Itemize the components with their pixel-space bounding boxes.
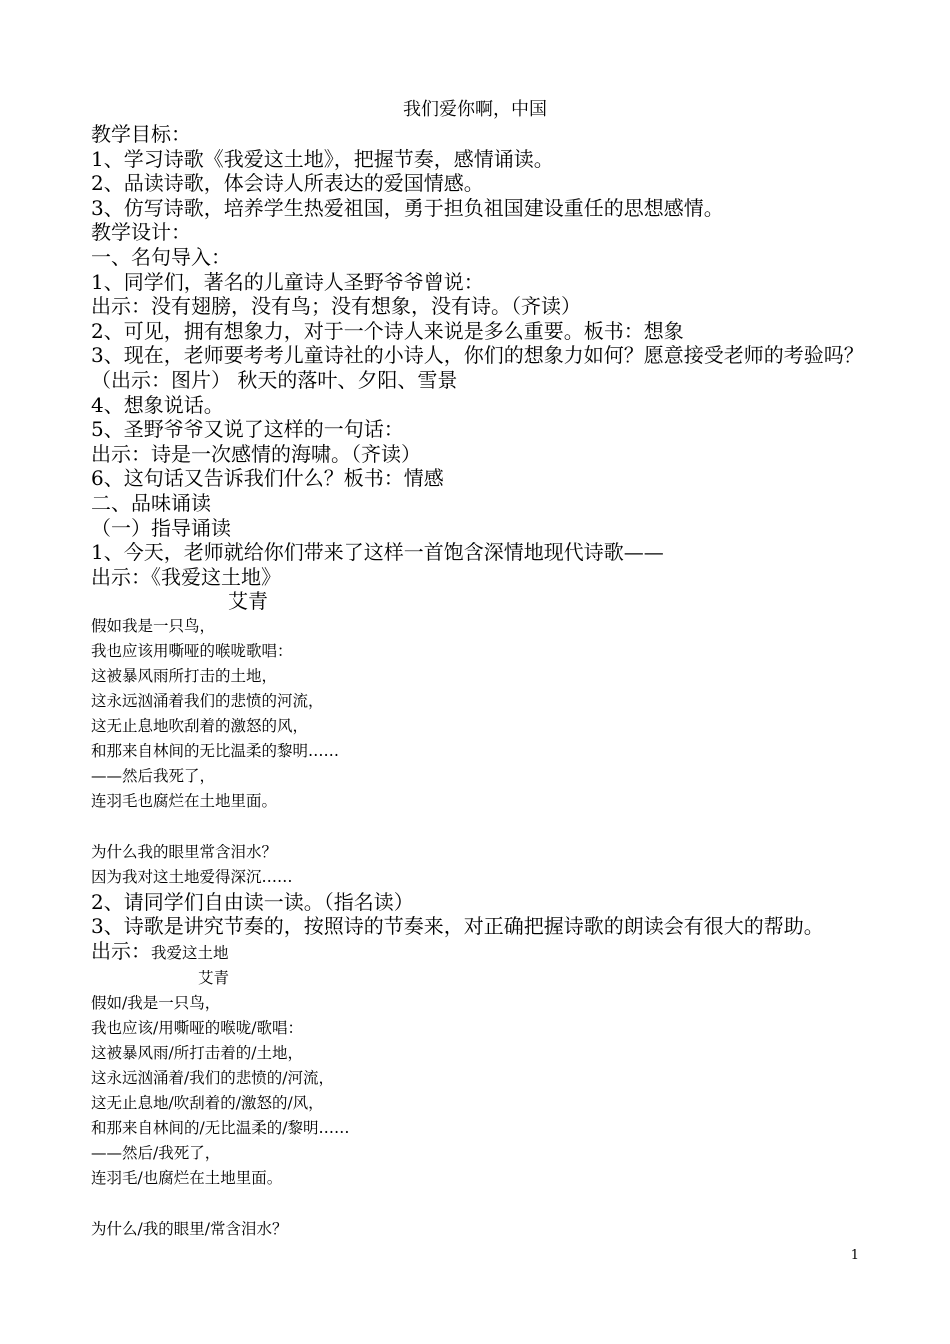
poem-line: 这永远汹涌着我们的悲愤的河流， bbox=[91, 691, 324, 710]
objective-item: 1、学习诗歌《我爱这土地》，把握节奏，感情诵读。 bbox=[91, 146, 554, 171]
page-title: 我们爱你啊，中国 bbox=[403, 99, 547, 120]
poem-line: 因为我对这土地爱得深沉…… bbox=[91, 867, 293, 886]
text-line: 出示：诗是一次感情的海啸。（齐读） bbox=[91, 441, 421, 466]
poem-line: 这无止息地/吹刮着的/激怒的/风， bbox=[91, 1093, 324, 1112]
text-line: 2、可见，拥有想象力，对于一个诗人来说是多么重要。板书：想象 bbox=[91, 318, 684, 343]
section-heading: 二、品味诵读 bbox=[91, 490, 211, 515]
text-line: 6、这句话又告诉我们什么？板书：情感 bbox=[91, 466, 444, 491]
text-line: 出示：没有翅膀，没有鸟；没有想象，没有诗。（齐读） bbox=[91, 294, 581, 319]
poem-line: 这无止息地吹刮着的激怒的风， bbox=[91, 716, 309, 735]
objectives-heading: 教学目标： bbox=[91, 122, 191, 146]
text-line: 4、想象说话。 bbox=[91, 392, 224, 417]
poem-heading-line bbox=[91, 939, 881, 966]
page-number: 1 bbox=[850, 1248, 859, 1263]
display-prefix: 出示： bbox=[91, 939, 151, 964]
objective-item: 3、仿写诗歌，培养学生热爱祖国，勇于担负祖国建设重任的思想感情。 bbox=[91, 195, 724, 220]
poem-line: 为什么/我的眼里/常含泪水？ bbox=[91, 1219, 288, 1238]
poem-line: 我也应该用嘶哑的喉咙歌唱： bbox=[91, 641, 293, 660]
poem-line: 为什么我的眼里常含泪水？ bbox=[91, 842, 278, 861]
text-line: 1、同学们，著名的儿童诗人圣野爷爷曾说： bbox=[91, 269, 484, 294]
poem-line: 连羽毛/也腐烂在土地里面。 bbox=[91, 1168, 283, 1187]
objective-item: 2、品读诗歌，体会诗人所表达的爱国情感。 bbox=[91, 171, 484, 196]
poem-line: 这被暴风雨/所打击着的/土地， bbox=[91, 1043, 303, 1062]
poem-line: ——然后我死了， bbox=[91, 766, 216, 785]
poem-line: 假如我是一只鸟， bbox=[91, 616, 216, 635]
poem-line: 和那来自林间的/无比温柔的/黎明…… bbox=[91, 1118, 350, 1137]
poem-line: 和那来自林间的无比温柔的黎明…… bbox=[91, 741, 340, 760]
poem-line: 这被暴风雨所打击的土地， bbox=[91, 666, 278, 685]
subsection-heading: （一）指导诵读 bbox=[91, 515, 231, 540]
poem-line: ——然后/我死了， bbox=[91, 1143, 221, 1162]
poem-author: 艾青 bbox=[198, 968, 230, 987]
document-body bbox=[91, 122, 881, 1242]
text-line: 3、诗歌是讲究节奏的，按照诗的节奏来，对正确把握诗歌的朗读会有很大的帮助。 bbox=[91, 914, 824, 939]
poem-title: 我爱这土地 bbox=[151, 944, 229, 963]
poem-line: 假如/我是一只鸟， bbox=[91, 993, 221, 1012]
stanza-gap bbox=[91, 814, 881, 840]
poem-line: 这永远汹涌着/我们的悲愤的/河流， bbox=[91, 1068, 334, 1087]
text-line: 1、今天，老师就给你们带来了这样一首饱含深情地现代诗歌—— bbox=[91, 540, 664, 565]
text-paragraph: 3、现在，老师要考考儿童诗社的小诗人，你们的想象力如何？愿意接受老师的考验吗？（出示：图片） 秋天的落叶、夕阳、雪景 bbox=[91, 343, 864, 392]
text-line: 5、圣野爷爷又说了这样的一句话： bbox=[91, 417, 404, 442]
text-line: 2、请同学们自由读一读。（指名读） bbox=[91, 889, 414, 914]
stanza-gap bbox=[91, 1191, 881, 1217]
section-heading: 一、名句导入： bbox=[91, 244, 231, 269]
text-line: 出示：《我爱这土地》 bbox=[91, 564, 281, 589]
design-heading: 教学设计： bbox=[91, 220, 191, 245]
poem-line: 连羽毛也腐烂在土地里面。 bbox=[91, 791, 278, 810]
poem-line: 我也应该/用嘶哑的喉咙/歌唱： bbox=[91, 1018, 303, 1037]
poem-author: 艾青 bbox=[228, 589, 268, 614]
